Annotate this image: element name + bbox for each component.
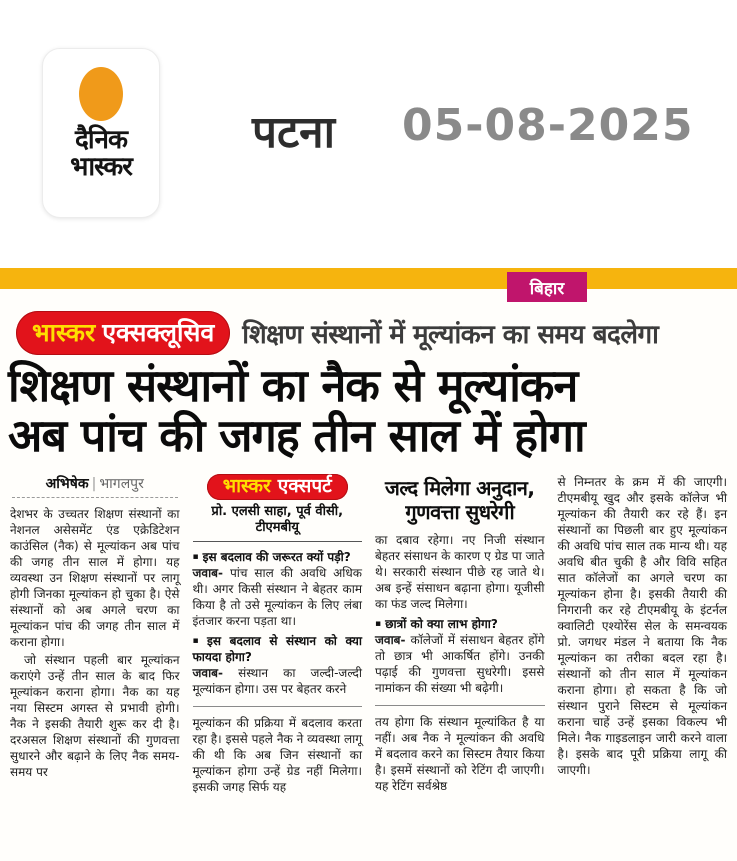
answer-text: पांच साल की अवधि अधिक थी। अगर किसी संस्थान ने बेहतर काम किया है तो उसे मूल्यांकन के लिए लंबा इंतजार करना पड़ता था।: [192, 565, 362, 628]
section-badge: बिहार: [507, 272, 587, 302]
expert-subheadline: [375, 476, 545, 524]
article-column-2: [193, 474, 363, 840]
viewer-header: [0, 0, 737, 268]
answer: [193, 565, 363, 629]
exclusive-badge: [16, 311, 230, 355]
bullet-icon: ▪: [192, 635, 204, 646]
logo-line2: भास्कर: [70, 151, 132, 182]
article-column-1: [10, 474, 180, 840]
expert-badge-label: एक्सपर्ट: [277, 474, 332, 497]
sun-icon: [79, 67, 123, 121]
headline-line1: शिक्षण संस्थानों का नैक से मूल्यांकन: [8, 359, 578, 412]
subhead-line2: गुणवत्ता सुधरेगी: [405, 499, 515, 524]
logo-line1: दैनिक: [75, 125, 127, 155]
answer-text: संस्थान का जल्दी-जल्दी मूल्यांकन होगा। उस पर बेहतर करने: [192, 665, 362, 696]
byline-location: भागलपुर: [99, 475, 144, 492]
bullet-icon: ▪: [192, 551, 199, 562]
newspaper-clipping: [0, 268, 737, 861]
bullet-icon: ▪: [375, 618, 382, 629]
answer-text: कॉलेजों में संसाधन बेहतर होंगे तो छात्र भी आकर्षित होंगे। उनकी पढ़ाई की गुणवत्ता सुधरेगी। इससे नामांकन की संख्या भी बढ़ेगी।: [375, 632, 545, 695]
byline-rule: [12, 497, 178, 498]
question: [193, 633, 363, 665]
edition-city: पटना: [252, 107, 335, 158]
question-text: इस बदलाव की जरूरत क्यों पड़ी?: [202, 549, 351, 564]
expert-badge: [207, 474, 348, 500]
question-text: इस बदलाव से संस्थान को क्या फायदा होगा?: [192, 633, 362, 664]
headline-line2: अब पांच की जगह तीन साल में होगा: [8, 409, 585, 463]
kicker-text: शिक्षण संस्थानों में मूल्यांकन का समय बदलेगा: [242, 320, 659, 350]
question: [375, 616, 545, 632]
byline-author: अभिषेक: [45, 475, 89, 492]
article-columns: [0, 474, 737, 840]
answer-label: जवाब-: [192, 665, 224, 680]
answer: [375, 632, 545, 696]
expert-name: प्रो. एलसी साहा, पूर्व वीसी, टीएमबीयू: [193, 504, 363, 542]
subhead-line1: जल्द मिलेगा अनुदान,: [384, 475, 535, 500]
main-headline: [0, 355, 737, 462]
body-paragraph: मूल्यांकन की प्रक्रिया में बदलाव करता रहा है। इससे पहले नैक ने व्यवस्था लागू की थी कि अब जिन संस्थानों का मूल्यांकन होगा उन्हें ग्रेड नहीं मिलेगा। इसकी जगह सिर्फ यह: [192, 715, 362, 794]
kicker-row: [0, 311, 737, 355]
masthead-bar: [0, 268, 737, 289]
column-divider: [193, 706, 363, 707]
article-column-4: [558, 474, 728, 840]
exclusive-badge-label: एक्सक्लूसिव: [102, 318, 215, 347]
expert-badge-brand: भास्कर: [222, 474, 271, 497]
answer-label: जवाब-: [192, 565, 224, 580]
dainik-bhaskar-logo: [42, 48, 160, 218]
body-paragraph: देशभर के उच्चतर शिक्षण संस्थानों का नेशनल असेसमेंट एंड एक्रेडिटेशन काउंसिल (नैक) से मूल्यांकन अब पांच की जगह तीन साल में होगा। यह व्यवस्था उन शिक्षण संस्थानों पर लागू होगी जिनका मूल्यांकन हो चुका है। ऐसे संस्थानों को अब अगले चरण का मूल्यांकन पांच की जगह तीन साल में कराना होगा।: [10, 506, 180, 649]
expert-paragraph: का दबाव रहेगा। नए निजी संस्थान बेहतर संसाधन के कारण ए ग्रेड पा जाते थे। सरकारी संस्थान पीछे रह जाते थे। अब इन्हें संसाधन बढ़ाना होगा। यूजीसी का फंड जल्द मिलेगा।: [375, 532, 545, 611]
answer-label: जवाब-: [375, 632, 406, 647]
question-text: छात्रों को क्या लाभ होगा?: [385, 616, 498, 631]
question: [193, 549, 363, 565]
answer: [193, 665, 363, 697]
byline-separator: |: [91, 475, 97, 492]
edition-date: 05-08-2025: [402, 100, 694, 151]
body-paragraph: तय होगा कि संस्थान मूल्यांकित है या नहीं। अब नैक ने मूल्यांकन की अवधि में बदलाव करने का सिस्टम तैयार किया है। इसमें संस्थानों को रेटिंग दी जाएगी। यह रेटिंग सर्वश्रेष्ठ: [375, 714, 545, 793]
byline: [10, 476, 180, 492]
column-divider: [375, 705, 545, 706]
logo-text: [70, 127, 132, 180]
article-column-3: [375, 474, 545, 840]
body-paragraph: जो संस्थान पहली बार मूल्यांकन कराएंगे उन्हें तीन साल के बाद फिर मूल्यांकन कराना होगा। नैक का यह नया सिस्टम अगस्त से प्रभावी होगी। नैक ने इसकी तैयारी शुरू कर दी है। दरअसल शिक्षण संस्थानों की गुणवत्ता सुधारने और बढ़ाने के लिए नैक समय-समय पर: [10, 652, 180, 779]
exclusive-badge-brand: भास्कर: [32, 318, 96, 347]
body-paragraph: से निम्नतर के क्रम में की जाएगी। टीएमबीयू खुद और इसके कॉलेज भी मूल्यांकन की तैयारी कर रहे हैं। इन संस्थानों का पिछली बार हुए मूल्यांकन की अवधि पांच साल तक मान्य थी। यह अवधि बीत चुकी है और विवि सहित सात कॉलेजों का अगले चरण का मूल्यांकन होना है। इसकी तैयारी की निगरानी कर रहे टीएमबीयू के इंटर्नल क्वालिटी एश्योरेंस सेल के समन्वयक प्रो. जगधर मंडल ने बताया कि नैक मूल्यांकन का तरीका बदल रहा है। संस्थानों को तीन साल में मूल्यांकन कराना होगा। हो सकता है कि जो संस्थान पुराने सिस्टम से मूल्यांकन कराना चाहें उन्हें इसका विकल्प भी मिले। नैक गाइडलाइन जारी करने वाला है। इसके बाद पूरी प्रक्रिया लागू की जाएगी।: [557, 474, 727, 777]
